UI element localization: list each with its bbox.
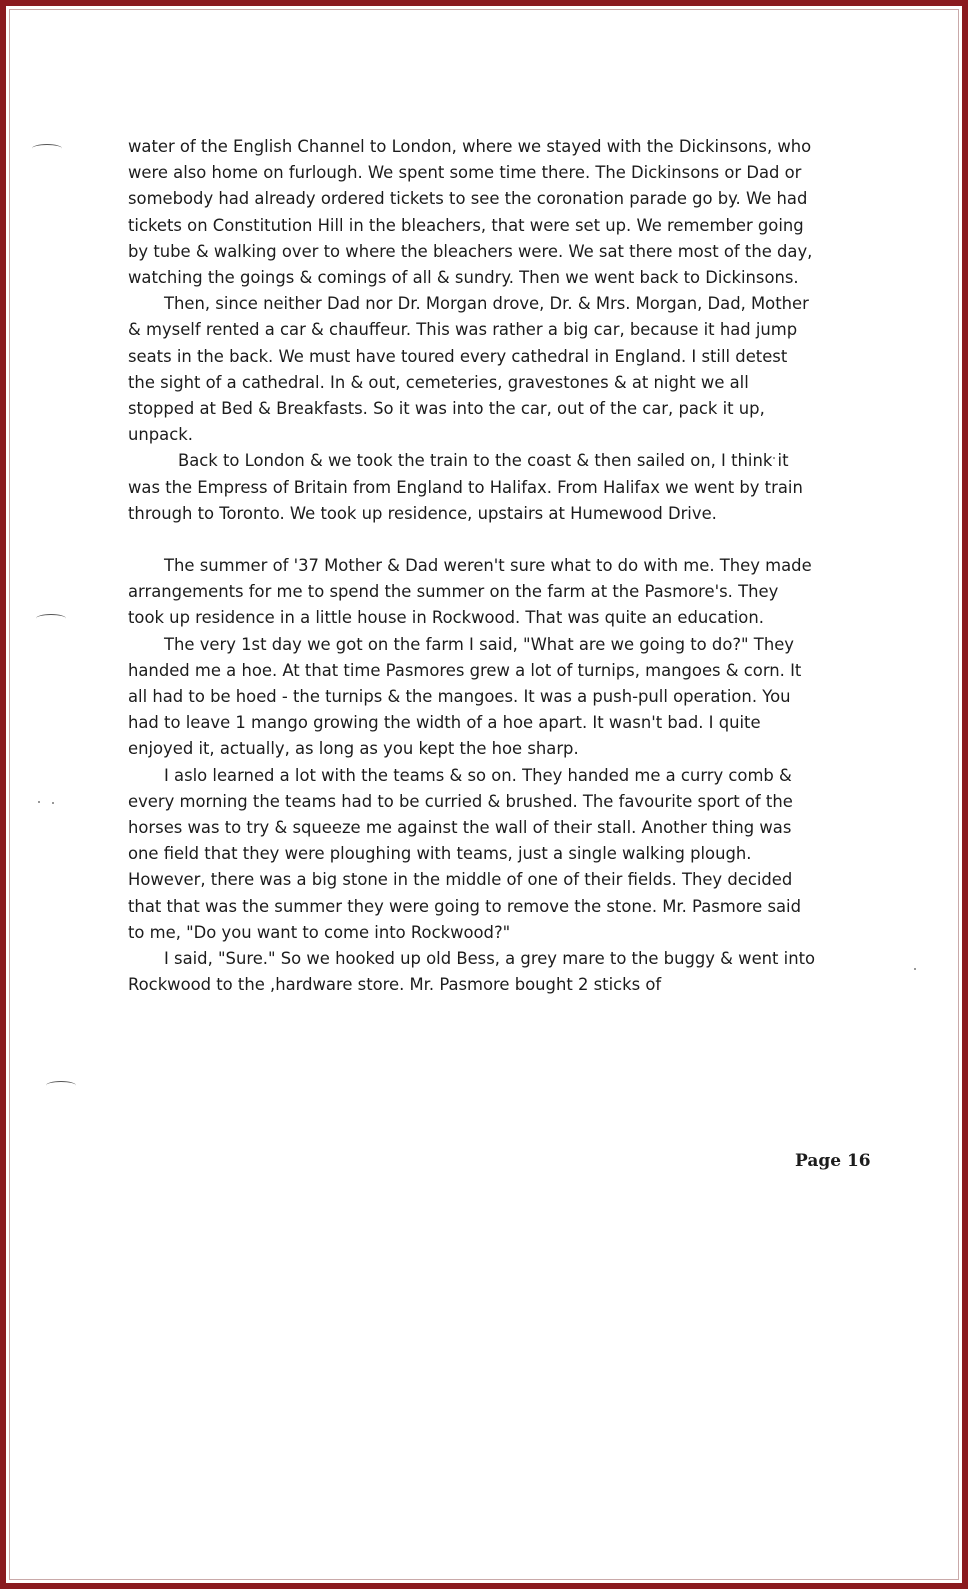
binder-hole-mark [36,614,66,623]
paragraph: I said, "Sure." So we hooked up old Bess, a grey mare to the buggy & went into Rockwood to the ,hardware store. Mr. Pasmore bought 2 sticks of [128,949,816,995]
paragraph: Back to London & we took the train to the coast & then sailed on, I think it was the Empress of Britain from England to Halifax. From Halifax we went by train through to Toronto. We took up residence, upstairs at Humewood Drive. [128,451,803,523]
scan-speck [38,801,40,803]
scan-speck [52,802,54,804]
paragraph: Then, since neither Dad nor Dr. Morgan drove, Dr. & Mrs. Morgan, Dad, Mother & myself rented a car & chauffeur. This was rather a big car, because it had jump seats in the back. We must have toured every cathedral in England. I still detest the sight of a cathedral. In & out, cemeteries, gravestones & at night we all stopped at Bed & Breakfasts. So it was into the car, out of the car, pack it up, unpack. [128,294,809,445]
scan-speck [914,968,916,970]
body-text [128,134,818,999]
binder-hole-mark [32,144,62,153]
page-number: Page 16 [795,1151,871,1171]
paragraph: The very 1st day we got on the farm I said, "What are we going to do?" They handed me a hoe. At that time Pasmores grew a lot of turnips, mangoes & corn. It all had to be hoed - the turnips & the mangoes. It was a push-pull operation. You had to leave 1 mango growing the width of a hoe apart. It wasn't bad. I quite enjoyed it, actually, as long as you kept the hoe sharp. [128,634,802,759]
paragraph: water of the English Channel to London, where we stayed with the Dickinsons, who were also home on furlough. We spent some time there. The Dickinsons or Dad or somebody had already ordered tickets to see the coronation parade go by. We had tickets on Constitution Hill in the bleachers, that were set up. We remember going by tube & walking over to where the bleachers were. We sat there most of the day, watching the goings & comings of all & sundry. Then we went back to Dickinsons. [128,137,813,288]
paragraph: I aslo learned a lot with the teams & so on. They handed me a curry comb & every morning the teams had to be curried & brushed. The favourite sport of the horses was to try & squeeze me against the wall of their stall. Another thing was one field that they were ploughing with teams, just a single walking plough. However, there was a big stone in the middle of one of their fields. They decided that that was the summer they were going to remove the stone. Mr. Pasmore said to me, "Do you want to come into Rockwood?" [128,765,801,942]
paragraph: The summer of '37 Mother & Dad weren't sure what to do with me. They made arrangements for me to spend the summer on the farm at the Pasmore's. They took up residence in a little house in Rockwood. That was quite an education. [128,556,812,628]
binder-hole-mark [46,1081,76,1090]
